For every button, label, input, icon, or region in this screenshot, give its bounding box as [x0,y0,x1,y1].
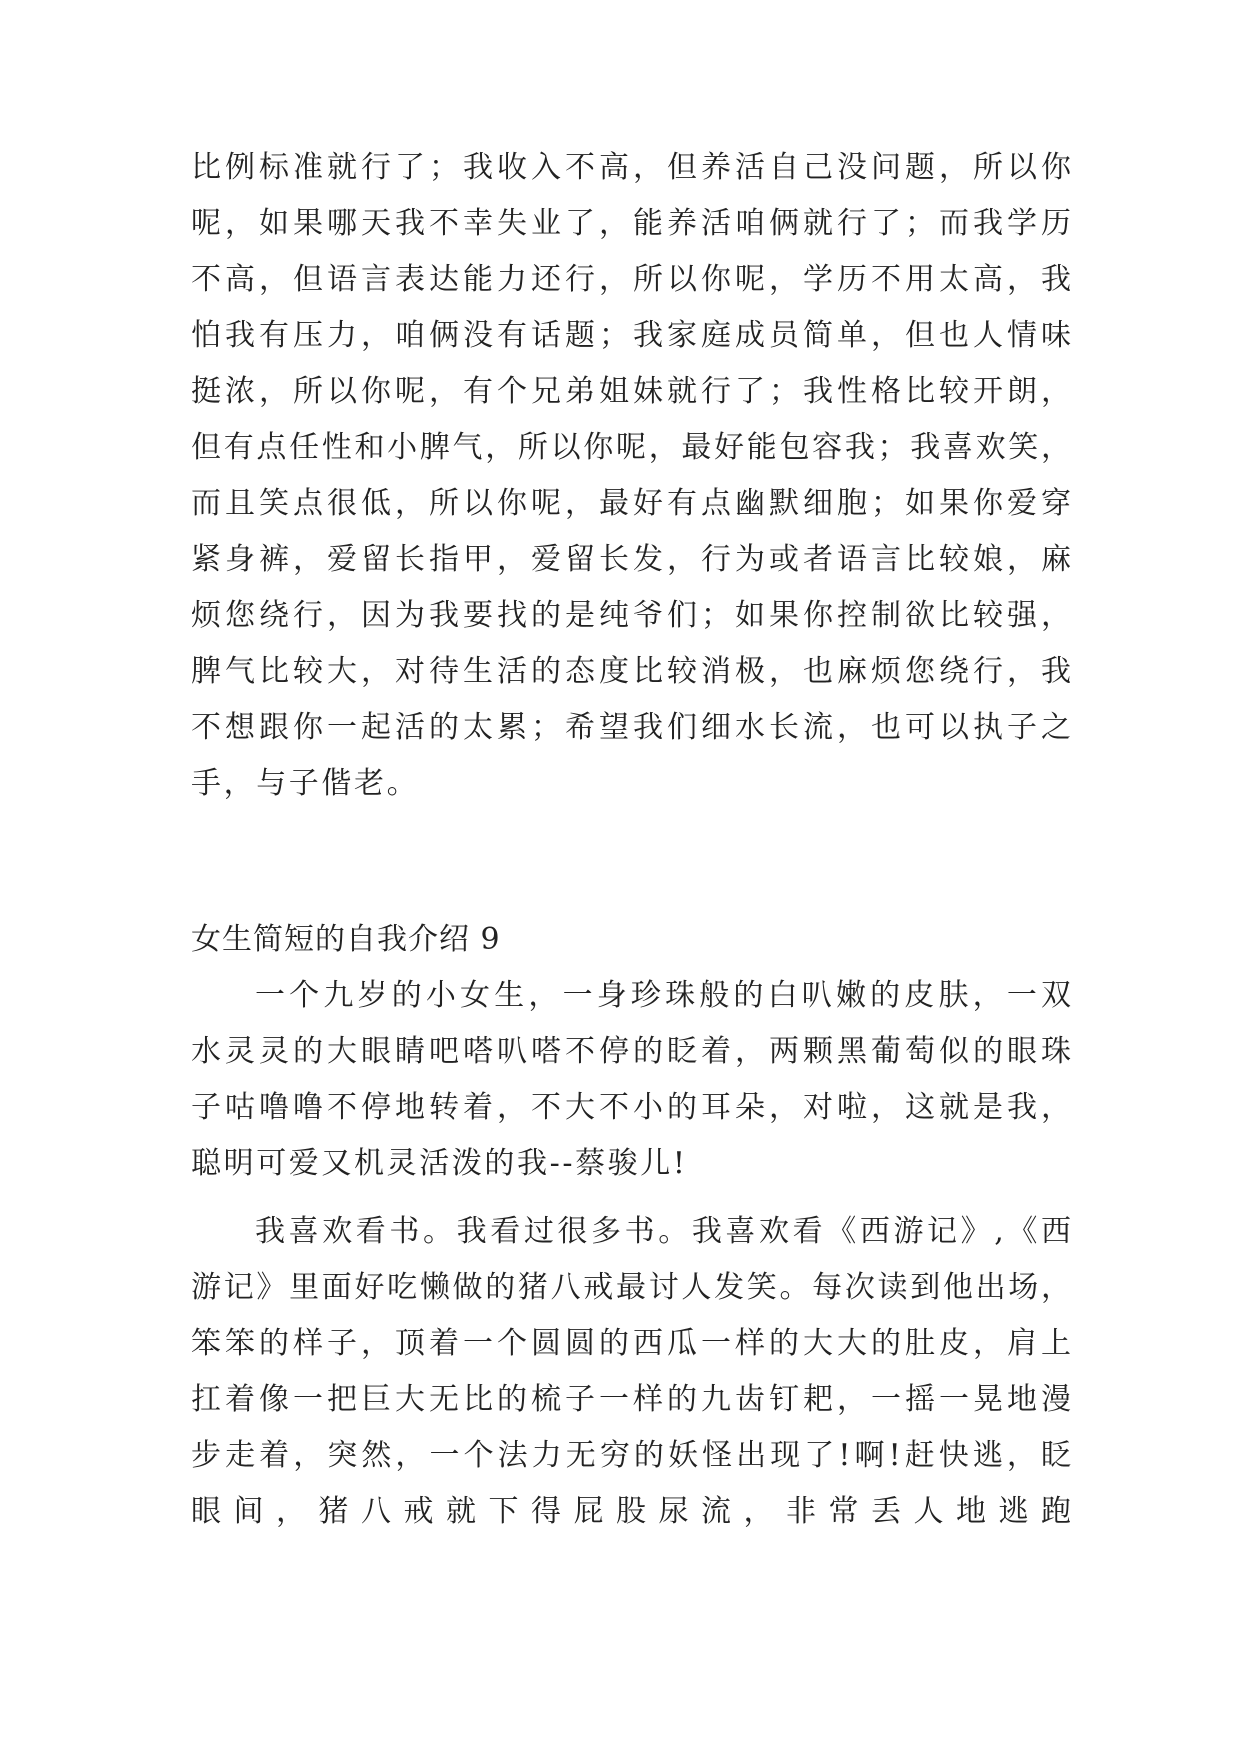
text-line: 紧身裤，爱留长指甲，爱留长发，行为或者语言比较娘，麻 [191,542,1071,577]
text-line: 笨笨的样子，顶着一个圆圆的西瓜一样的大大的肚皮，肩上 [191,1326,1071,1361]
text-line: 我喜欢看书。我看过很多书。我喜欢看《西游记》,《西 [255,1214,1071,1249]
text-line: 眼间，猪八戒就下得屁股尿流，非常丢人地逃跑 [191,1494,1071,1529]
text-line: 但有点任性和小脾气，所以你呢，最好能包容我；我喜欢笑， [191,430,1071,465]
section-title: 女生简短的自我介绍 9 [191,922,501,957]
text-line: 步走着，突然，一个法力无穷的妖怪出现了!啊!赶快逃，眨 [191,1438,1071,1473]
text-line: 游记》里面好吃懒做的猪八戒最讨人发笑。每次读到他出场， [191,1270,1071,1305]
text-line: 手，与子偕老。 [191,766,420,801]
text-line: 而且笑点很低，所以你呢，最好有点幽默细胞；如果你爱穿 [191,486,1071,521]
text-line: 不高，但语言表达能力还行，所以你呢，学历不用太高，我 [191,262,1071,297]
text-line: 挺浓，所以你呢，有个兄弟姐妹就行了；我性格比较开朗， [191,374,1071,409]
text-line: 扛着像一把巨大无比的梳子一样的九齿钉耙，一摇一晃地漫 [191,1382,1071,1417]
text-line: 烦您绕行，因为我要找的是纯爷们；如果你控制欲比较强， [191,598,1071,633]
text-line: 不想跟你一起活的太累；希望我们细水长流，也可以执子之 [191,710,1071,745]
text-line: 聪明可爱又机灵活泼的我--蔡骏儿! [191,1146,688,1181]
text-line: 怕我有压力，咱俩没有话题；我家庭成员简单，但也人情味 [191,318,1071,353]
text-line: 一个九岁的小女生，一身珍珠般的白叭嫩的皮肤，一双 [255,978,1071,1013]
text-line: 脾气比较大，对待生活的态度比较消极，也麻烦您绕行，我 [191,654,1071,689]
text-line: 子咕噜噜不停地转着，不大不小的耳朵，对啦，这就是我， [191,1090,1071,1125]
text-line: 呢，如果哪天我不幸失业了，能养活咱俩就行了；而我学历 [191,206,1071,241]
text-line: 比例标准就行了；我收入不高，但养活自己没问题，所以你 [191,150,1071,185]
text-line: 水灵灵的大眼睛吧嗒叭嗒不停的眨着，两颗黑葡萄似的眼珠 [191,1034,1071,1069]
